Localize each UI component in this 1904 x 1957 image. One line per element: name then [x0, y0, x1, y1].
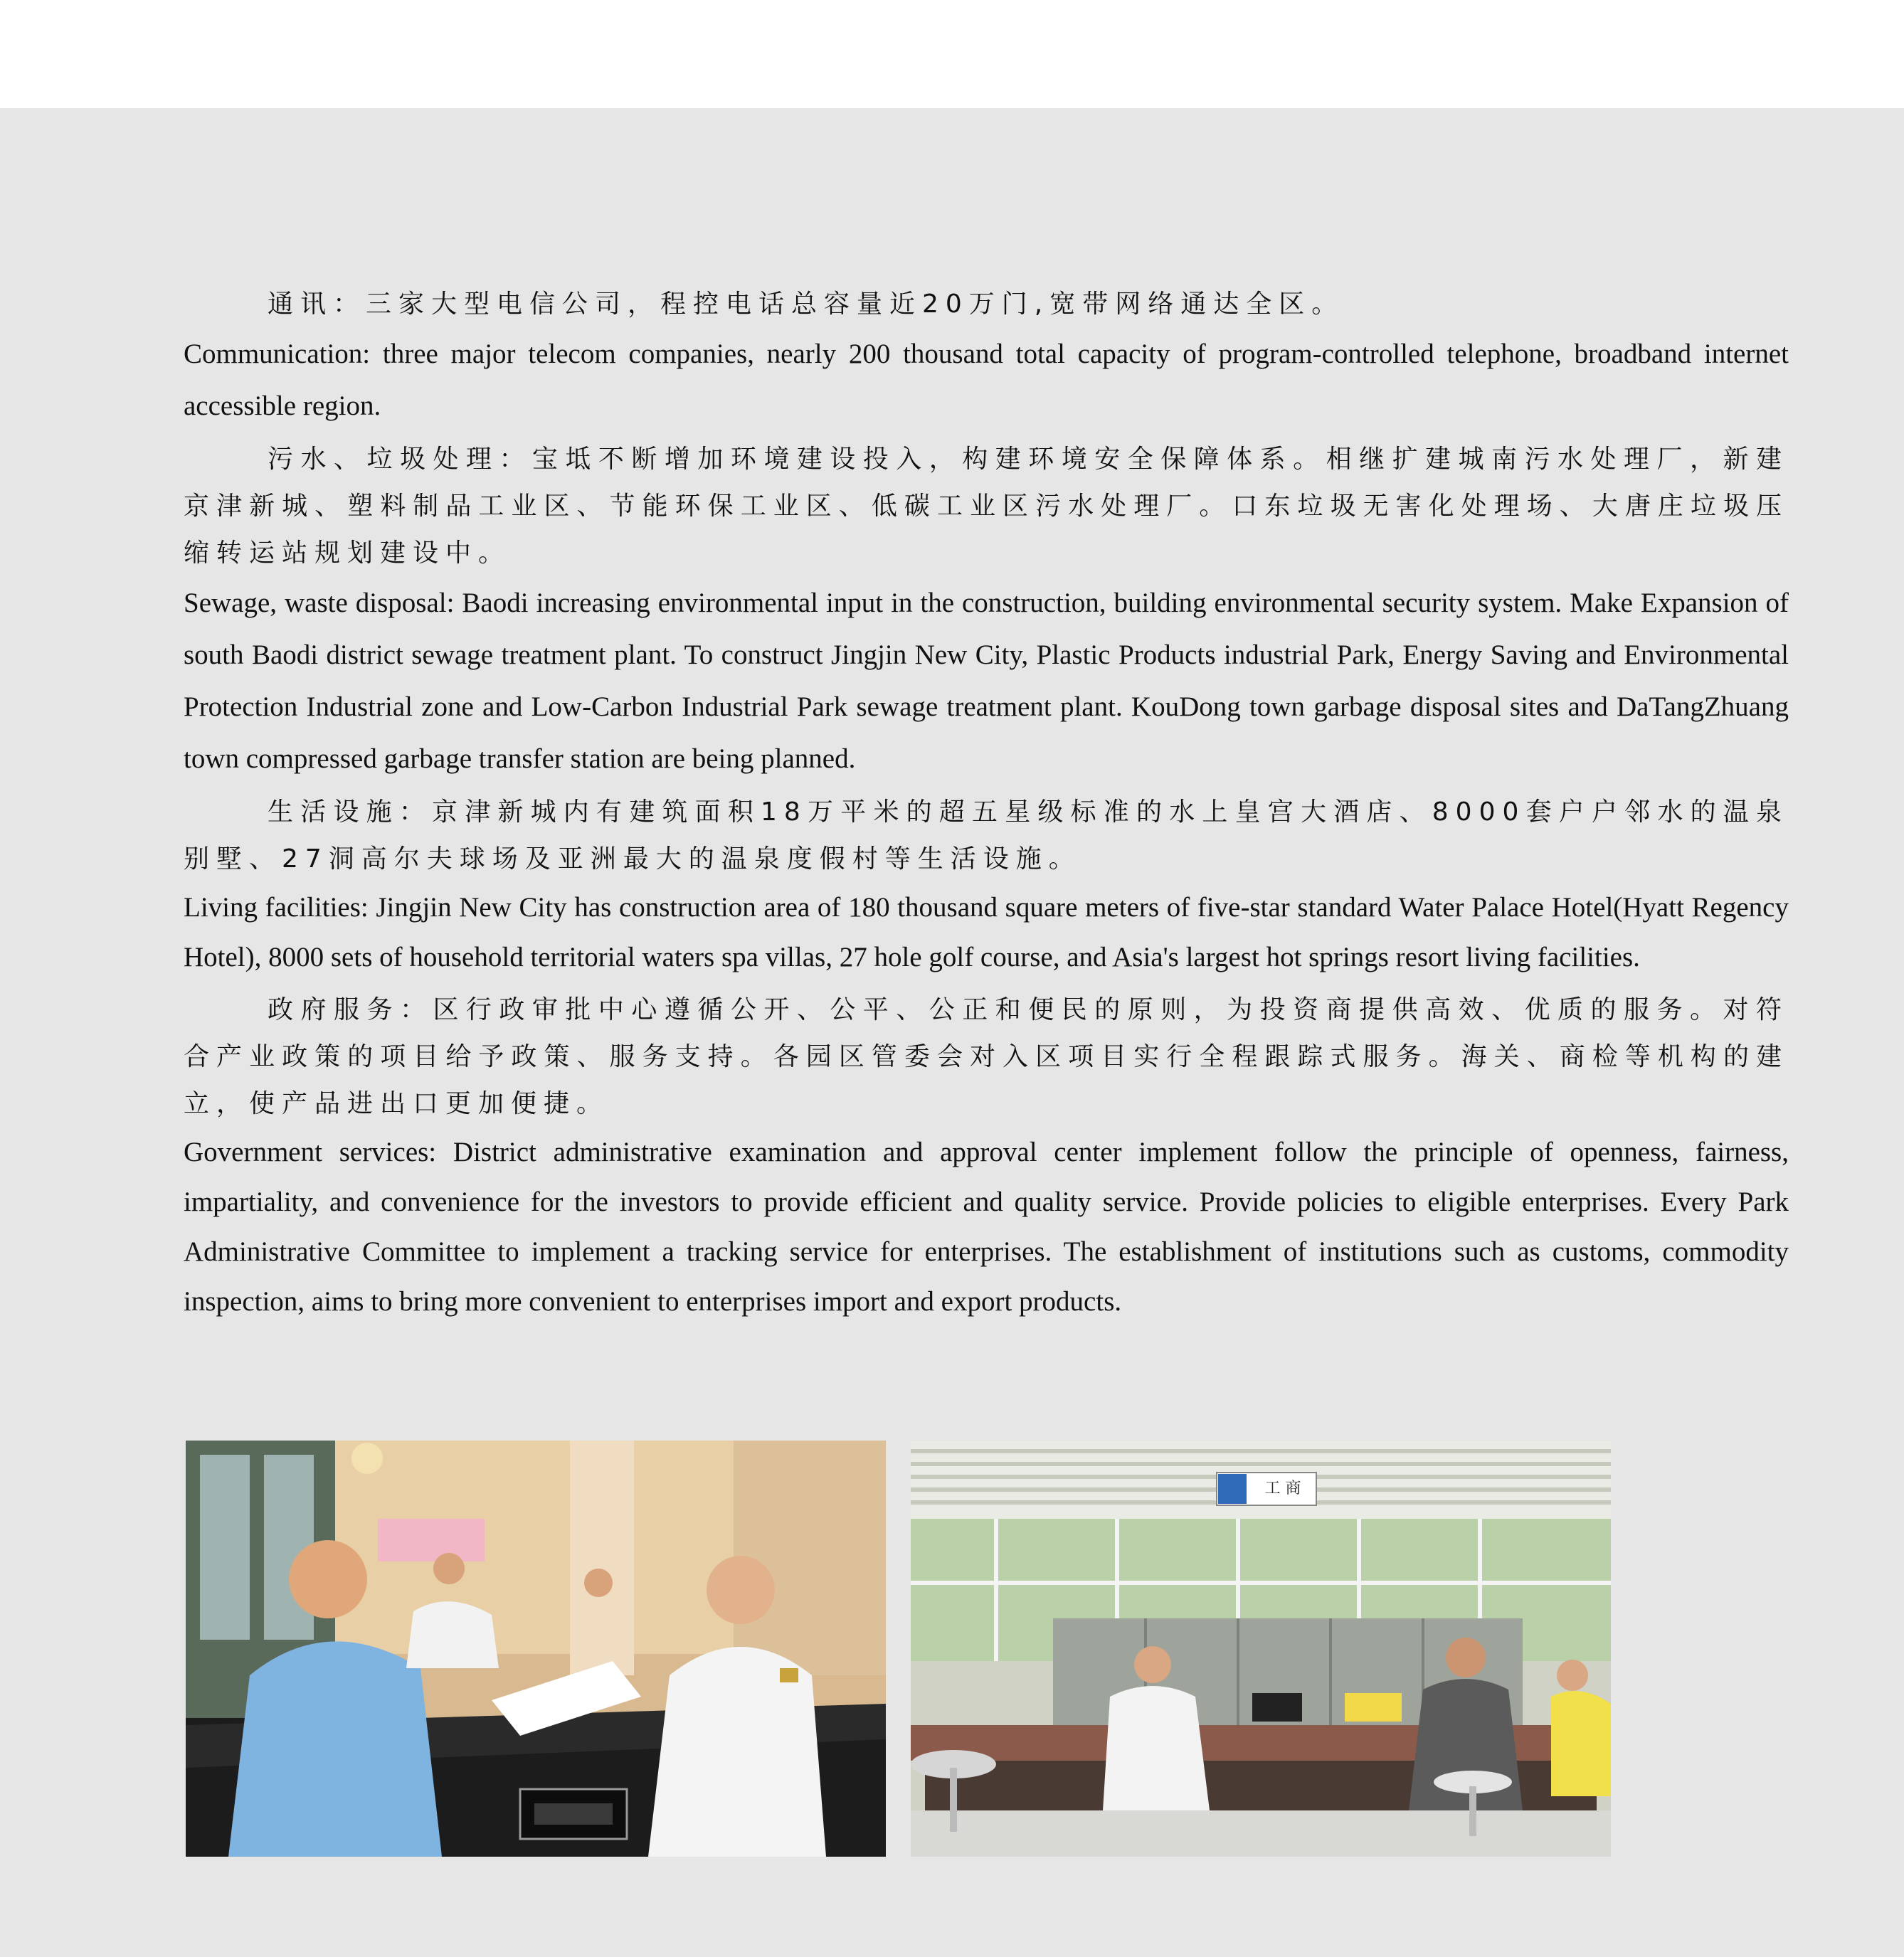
- living-zh: 生活设施：京津新城内有建筑面积18万平米的超五星级标准的水上皇宫大酒店、8000套户户邻水的温泉别墅、27洞高尔夫球场及亚洲最大的温泉度假村等生活设施。: [184, 797, 1789, 874]
- text-content: [184, 281, 1789, 1327]
- communication-en: Communication: three major telecom companies, nearly 200 thousand total capacity of program-controlled telephone, broadband internet accessible region.: [184, 339, 1789, 421]
- communication-zh: 通讯：三家大型电信公司，程控电话总容量近20万门,宽带网络通达全区。: [268, 290, 1345, 319]
- top-white-strip: [0, 0, 1904, 108]
- sewage-zh: 污水、垃圾处理：宝坻不断增加环境建设投入，构建环境安全保障体系。相继扩建城南污水处理厂，新建京津新城、塑料制品工业区、节能环保工业区、低碳工业区污水处理厂。口东垃圾无害化处理场、大唐庄垃圾压缩转运站规划建设中。: [184, 445, 1789, 568]
- commerce-sign-label: 工 商: [1264, 1480, 1301, 1497]
- commerce-counter-illustration: [911, 1441, 1611, 1857]
- living-en: Living facilities: Jingjin New City has construction area of 180 thousand square meters of five-star standard Water Palace Hotel(Hyatt Regency Hotel), 8000 sets of household territorial waters spa villas, 27 hole golf course, and Asia's largest hot springs resort living facilities.: [184, 892, 1789, 972]
- commerce-counter-photo: [911, 1441, 1611, 1857]
- government-zh: 政府服务：区行政审批中心遵循公开、公平、公正和便民的原则，为投资商提供高效、优质的服务。对符合产业政策的项目给予政策、服务支持。各园区管委会对入区项目实行全程跟踪式服务。海关、商检等机构的建立，使产品进出口更加便捷。: [184, 995, 1789, 1118]
- government-en: Government services: District administrative examination and approval center implement follow the principle of openness, fairness, impartiality, and convenience for the investors to provide efficient and quality service. Provide policies to eligible enterprises. Every Park Administrative Committee to implement a tracking service for enterprises. The establishment of institutions such as customs, commodity inspection, aims to bring more convenient to enterprises import and export products.: [184, 1137, 1789, 1317]
- sewage-en: Sewage, waste disposal: Baodi increasing environmental input in the construction, building environmental security system. Make Expansion of south Baodi district sewage treatment plant. To construct Jingjin New City, Plastic Products industrial Park, Energy Saving and Environmental Protection Industrial zone and Low-Carbon Industrial Park sewage treatment plant. KouDong town garbage disposal sites and DaTangZhuang town compressed garbage transfer station are being planned.: [184, 588, 1789, 774]
- customs-service-illustration: [186, 1441, 886, 1857]
- customs-service-photo: [186, 1441, 886, 1857]
